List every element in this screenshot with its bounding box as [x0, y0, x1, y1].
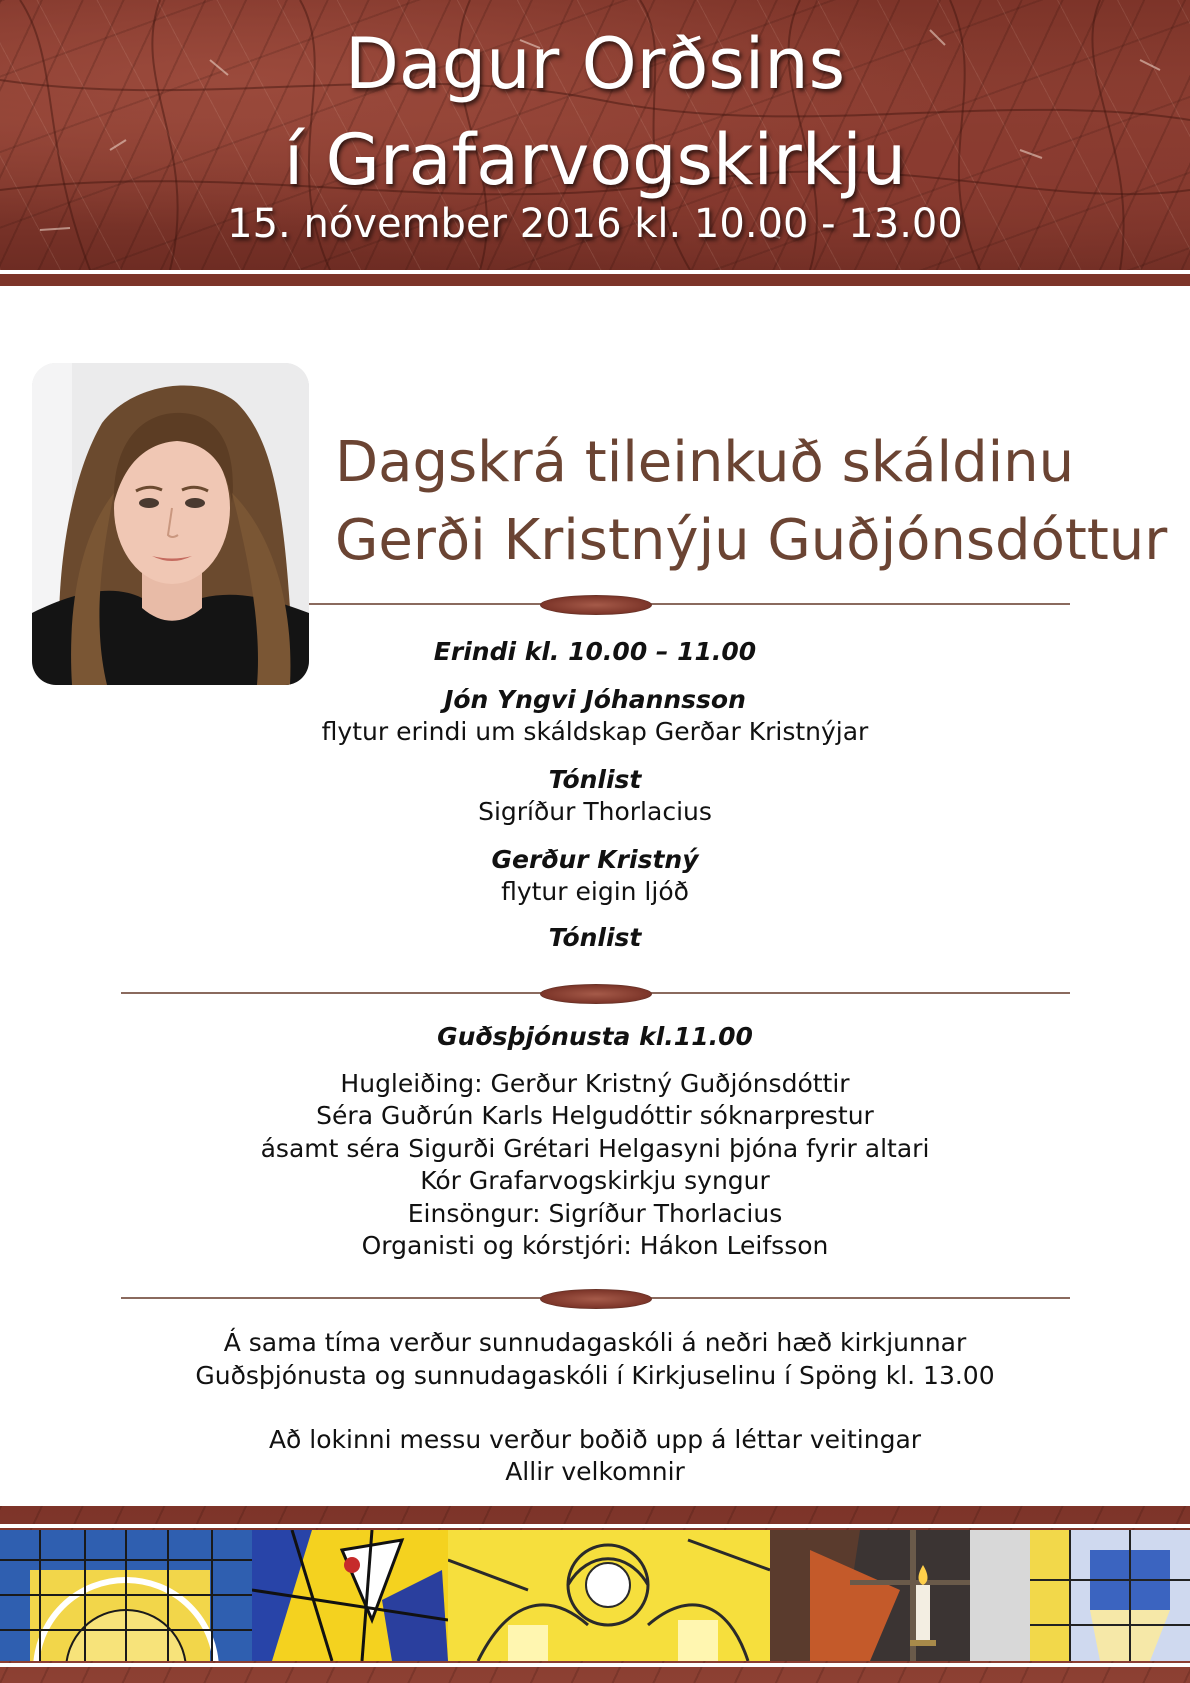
footer-rule-top — [0, 1524, 1190, 1528]
stained-glass-panel — [770, 1530, 1030, 1661]
divider-ornament — [540, 595, 652, 615]
music-heading-2: Tónlist — [548, 923, 642, 952]
service-heading: Guðsþjónusta kl.11.00 — [437, 1022, 753, 1051]
event-date: 15. nóvember 2016 kl. 10.00 - 13.00 — [227, 201, 963, 247]
info-line: Guðsþjónusta og sunnudagaskóli í Kirkjuselinu í Spöng kl. 13.00 — [195, 1361, 995, 1390]
ornament-divider — [309, 594, 1070, 614]
stained-glass-panel — [448, 1530, 770, 1661]
talk-speaker-name: Jón Yngvi Jóhannsson — [444, 685, 746, 714]
service-line: Organisti og kórstjóri: Hákon Leifsson — [361, 1231, 829, 1260]
talk-speaker-detail: flytur erindi um skáldskap Gerðar Kristnýjar — [321, 717, 869, 746]
stained-glass-image — [252, 1530, 448, 1661]
program-heading-line1: Dagskrá tileinkuð skáldinu — [335, 430, 1075, 495]
stained-glass-image — [1030, 1530, 1190, 1661]
divider-ornament — [540, 984, 652, 1004]
info-line: Að lokinni messu verður boðið upp á léttar veitingar — [268, 1425, 922, 1454]
stained-glass-image — [448, 1530, 770, 1661]
talk-heading: Erindi kl. 10.00 – 11.00 — [433, 637, 757, 666]
header-bottom-border — [0, 274, 1190, 286]
stained-glass-panel — [0, 1530, 252, 1661]
divider-line — [309, 603, 1070, 605]
stained-glass-image — [770, 1530, 1030, 1661]
ornament-divider — [121, 1288, 1070, 1308]
header-banner — [0, 0, 1190, 270]
music-heading: Tónlist — [548, 765, 642, 794]
event-title-line1: Dagur Orðsins — [344, 23, 846, 105]
service-line: Kór Grafarvogskirkju syngur — [420, 1166, 770, 1195]
service-line: Séra Guðrún Karls Helgudóttir sóknarprestur — [316, 1101, 874, 1130]
event-title-line2: í Grafarvogskirkju — [283, 119, 907, 201]
program-heading-line2: Gerði Kristnýju Guðjónsdóttur — [335, 508, 1168, 573]
music-performer: Sigríður Thorlacius — [478, 797, 712, 826]
ornament-divider — [121, 983, 1070, 1003]
footer-rule-bottom — [0, 1663, 1190, 1667]
poet-detail: flytur eigin ljóð — [501, 877, 689, 906]
service-line: ásamt séra Sigurði Grétari Helgasyni þjóna fyrir altari — [260, 1134, 930, 1163]
stained-glass-panel — [1030, 1530, 1190, 1661]
service-line: Einsöngur: Sigríður Thorlacius — [407, 1199, 783, 1228]
stained-glass-strip — [0, 1530, 1190, 1661]
info-line: Á sama tíma verður sunnudagaskóli á neðri hæð kirkjunnar — [223, 1328, 967, 1357]
stained-glass-panel — [252, 1530, 448, 1661]
divider-ornament — [540, 1289, 652, 1309]
service-line: Hugleiðing: Gerður Kristný Guðjónsdóttir — [340, 1069, 850, 1098]
stained-glass-image — [0, 1530, 252, 1661]
program-heading — [335, 424, 1175, 580]
welcome-line: Allir velkomnir — [505, 1457, 685, 1486]
poet-name: Gerður Kristný — [491, 845, 699, 874]
